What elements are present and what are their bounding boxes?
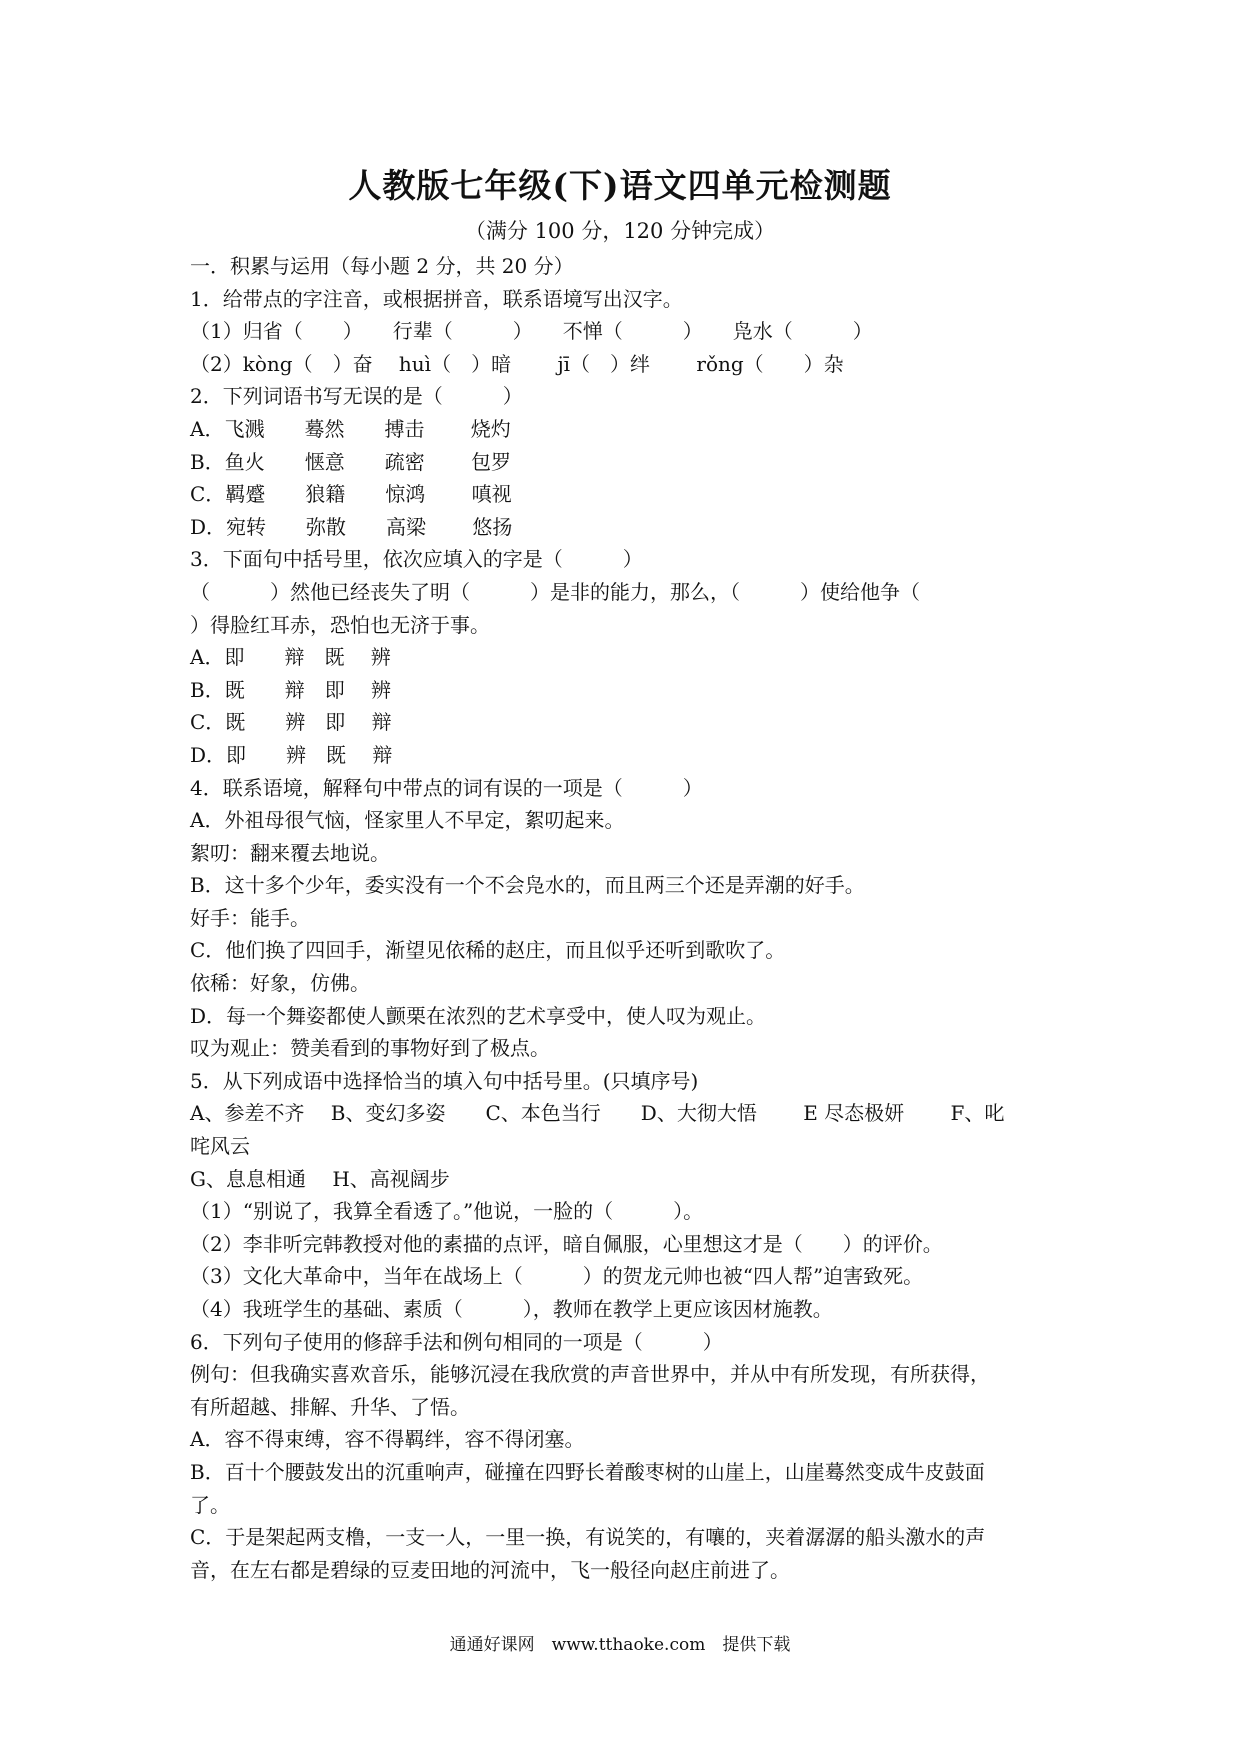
question-6-option-b: B．百十个腰鼓发出的沉重响声，碰撞在四野长着酸枣树的山崖上，山崖蓦然变成牛皮鼓面 bbox=[190, 1459, 985, 1484]
question-6-option-c-cont: 音，在左右都是碧绿的豆麦田地的河流中，飞一般径向赵庄前进了。 bbox=[190, 1557, 790, 1582]
question-3-sentence-cont: ）得脸红耳赤，恐怕也无济于事。 bbox=[190, 612, 490, 637]
question-4-option-d: D．每一个舞姿都使人颤栗在浓烈的艺术享受中，使人叹为观止。 bbox=[190, 1003, 767, 1028]
question-3-sentence: （ ）然他已经丧失了明（ ）是非的能力，那么，（ ）使给他争（ bbox=[190, 579, 920, 604]
question-4-option-a-gloss: 絮叨：翻来覆去地说。 bbox=[190, 840, 390, 865]
question-3-option-a: A．即 辩 既 辨 bbox=[190, 645, 391, 670]
question-6-option-b-cont: 了。 bbox=[190, 1492, 230, 1517]
question-5-choices-cont: 咤风云 bbox=[190, 1134, 250, 1159]
question-5-part-1: （1）“别说了，我算全看透了。”他说，一脸的（ ）。 bbox=[190, 1199, 704, 1224]
question-2-option-b: B．鱼火 惬意 疏密 包罗 bbox=[190, 449, 512, 474]
question-4-option-d-gloss: 叹为观止：赞美看到的事物好到了极点。 bbox=[190, 1036, 550, 1061]
question-4-option-c-gloss: 依稀：好象，仿佛。 bbox=[190, 971, 370, 996]
question-2-option-c: C．羁蹙 狼籍 惊鸿 嗔视 bbox=[190, 482, 512, 507]
exam-body bbox=[190, 250, 1060, 1586]
question-3: 3．下面句中括号里，依次应填入的字是（ ） bbox=[190, 547, 643, 572]
question-3-option-d: D．即 辨 既 辩 bbox=[190, 742, 393, 767]
question-6-option-a: A．容不得束缚，容不得羁绊，容不得闭塞。 bbox=[190, 1427, 585, 1452]
question-4: 4．联系语境，解释句中带点的词有误的一项是（ ） bbox=[190, 775, 703, 800]
question-5-choices: A、参差不齐 B、变幻多姿 C、本色当行 D、大彻大悟 E 尽态极妍 F、叱 bbox=[190, 1101, 1005, 1126]
question-5-choices-2: G、息息相通 H、高视阔步 bbox=[190, 1166, 450, 1191]
question-2: 2．下列词语书写无误的是（ ） bbox=[190, 384, 523, 409]
question-1: 1．给带点的字注音，或根据拼音，联系语境写出汉字。 bbox=[190, 286, 683, 311]
question-4-option-b-gloss: 好手：能手。 bbox=[190, 905, 310, 930]
question-2-option-a: A．飞溅 蓦然 搏击 烧灼 bbox=[190, 416, 511, 441]
question-3-option-b: B．既 辩 即 辨 bbox=[190, 677, 392, 702]
question-6-example-cont: 有所超越、排解、升华、了悟。 bbox=[190, 1394, 470, 1419]
question-2-option-d: D．宛转 弥散 高梁 悠扬 bbox=[190, 514, 513, 539]
section-heading: 一．积累与运用（每小题 2 分，共 20 分） bbox=[190, 254, 574, 278]
question-5-part-2: （2）李非听完韩教授对他的素描的点评，暗自佩服，心里想这才是（ ）的评价。 bbox=[190, 1231, 943, 1256]
question-1-part-2: （2）kòng（ ）奋 huì（ ）暗 jī（ ）绊 rǒng（ ）杂 bbox=[190, 351, 844, 376]
question-4-option-a: A．外祖母很气恼，怪家里人不早定，絮叨起来。 bbox=[190, 808, 625, 833]
page-title: 人教版七年级(下)语文四单元检测题 bbox=[348, 166, 892, 205]
page-footer: 通通好课网 www.tthaoke.com 提供下载 bbox=[449, 1635, 791, 1655]
question-6-example: 例句：但我确实喜欢音乐，能够沉浸在我欣赏的声音世界中，并从中有所发现，有所获得， bbox=[190, 1362, 990, 1387]
question-5-part-4: （4）我班学生的基础、素质（ ），教师在教学上更应该因材施教。 bbox=[190, 1297, 833, 1321]
question-4-option-b: B．这十多个少年，委实没有一个不会凫水的，而且两三个还是弄潮的好手。 bbox=[190, 873, 865, 898]
page-subtitle: （满分 100 分，120 分钟完成） bbox=[464, 219, 776, 243]
question-6: 6．下列句子使用的修辞手法和例句相同的一项是（ ） bbox=[190, 1329, 723, 1354]
question-3-option-c: C．既 辨 即 辩 bbox=[190, 710, 392, 735]
question-4-option-c: C．他们换了四回手，渐望见依稀的赵庄，而且似乎还听到歌吹了。 bbox=[190, 938, 786, 963]
question-6-option-c: C．于是架起两支橹，一支一人，一里一换，有说笑的，有嚷的，夹着潺潺的船头激水的声 bbox=[190, 1525, 986, 1550]
question-5-part-3: （3）文化大革命中，当年在战场上（ ）的贺龙元帅也被“四人帮”迫害致死。 bbox=[190, 1264, 924, 1289]
question-5: 5．从下列成语中选择恰当的填入句中括号里。(只填序号) bbox=[190, 1068, 699, 1093]
question-1-part-1: （1）归省（ ） 行辈（ ） 不惮（ ） 凫水（ ） bbox=[190, 319, 873, 344]
